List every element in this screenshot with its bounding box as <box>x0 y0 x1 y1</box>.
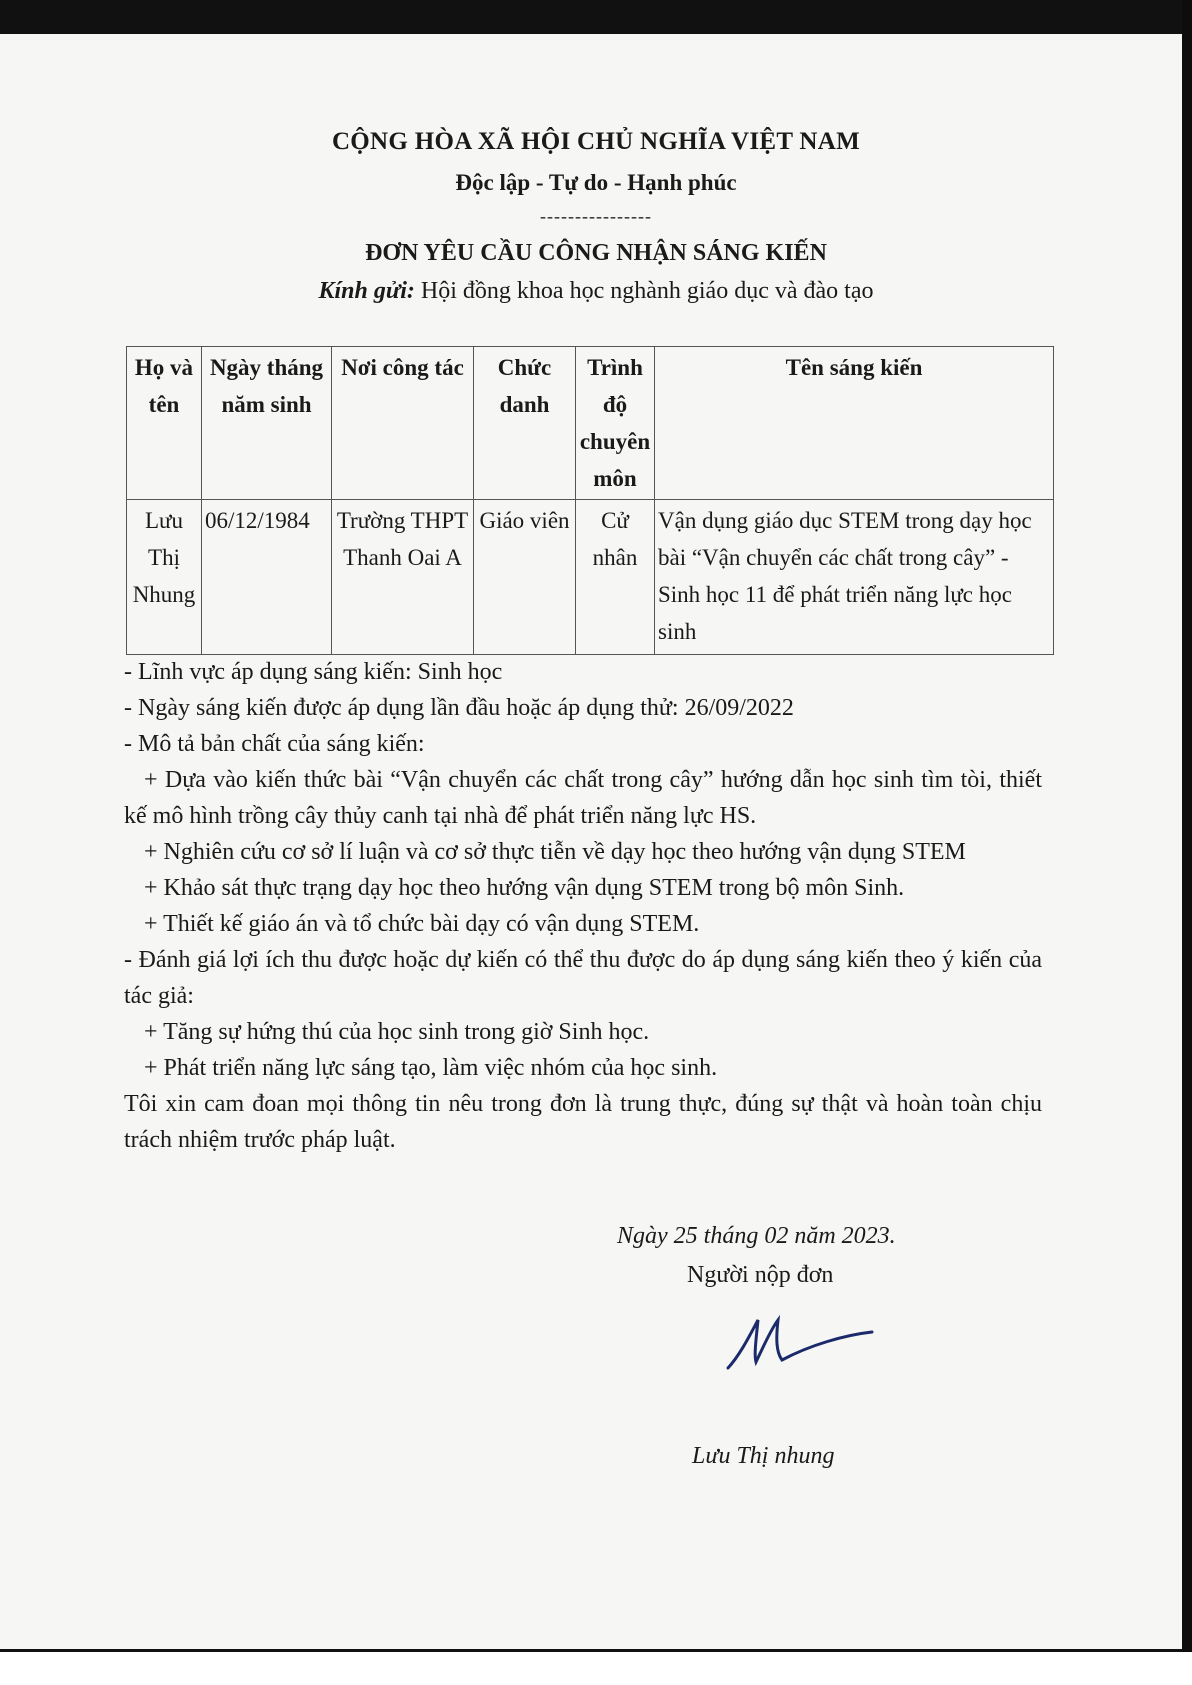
description-item: + Khảo sát thực trạng dạy học theo hướng vận dụng STEM trong bộ môn Sinh. <box>144 875 905 901</box>
benefit-item: + Tăng sự hứng thú của học sinh trong giờ Sinh học. <box>144 1019 650 1045</box>
applicant-label: Người nộp đơn <box>687 1262 834 1288</box>
header-qualification: Trình độ chuyên môn <box>576 347 655 500</box>
nation-heading: CỘNG HÒA XÃ HỘI CHỦ NGHĨA VIỆT NAM <box>331 128 861 155</box>
benefit-label: - Đánh giá lợi ích thu được hoặc dự kiến có thể thu được do áp dụng sáng kiến theo ý kiến của tác giả: <box>124 947 1042 1009</box>
header-dob: Ngày tháng năm sinh <box>202 347 332 500</box>
signer-name: Lưu Thị nhung <box>692 1443 835 1469</box>
header-position: Chức danh <box>474 347 576 500</box>
motto-heading: Độc lập - Tự do - Hạnh phúc <box>455 170 737 195</box>
table-header-row <box>127 347 1054 500</box>
description-item: + Dựa vào kiến thức bài “Vận chuyển các chất trong cây” hướng dẫn học sinh tìm tòi, thiết kế mô hình trồng cây thủy canh tại nhà để phát triển năng lực HS. <box>124 767 1042 829</box>
document-title: ĐƠN YÊU CẦU CÔNG NHẬN SÁNG KIẾN <box>365 240 827 266</box>
header-name: Họ và tên <box>127 347 202 500</box>
description-item: + Nghiên cứu cơ sở lí luận và cơ sở thực tiễn về dạy học theo hướng vận dụng STEM <box>144 839 966 865</box>
first-applied-line: - Ngày sáng kiến được áp dụng lần đầu hoặc áp dụng thử: 26/09/2022 <box>124 695 794 721</box>
recipient-label: Kính gửi: <box>318 278 415 304</box>
benefit-item: + Phát triển năng lực sáng tạo, làm việc nhóm của học sinh. <box>144 1055 718 1081</box>
applicant-table <box>126 346 1054 655</box>
header-initiative-name: Tên sáng kiến <box>655 347 1054 500</box>
cell-workplace: Trường THPT Thanh Oai A <box>332 500 474 655</box>
table-row <box>127 500 1054 655</box>
recipient-name: Hội đồng khoa học nghành giáo dục và đào tạo <box>420 278 874 304</box>
cell-position: Giáo viên <box>474 500 576 655</box>
cell-name: Lưu Thị Nhung <box>127 500 202 655</box>
document-body <box>124 654 1042 1158</box>
description-item: + Thiết kế giáo án và tổ chức bài dạy có vận dụng STEM. <box>144 911 700 937</box>
recipient-line <box>0 278 1192 305</box>
description-label: - Mô tả bản chất của sáng kiến: <box>124 731 425 757</box>
field-line: - Lĩnh vực áp dụng sáng kiến: Sinh học <box>124 659 503 685</box>
cell-qualification: Cử nhân <box>576 500 655 655</box>
cell-dob: 06/12/1984 <box>202 500 332 655</box>
scan-margin <box>0 1652 1192 1685</box>
header-workplace: Nơi công tác <box>332 347 474 500</box>
cell-initiative-name: Vận dụng giáo dục STEM trong dạy học bài “Vận chuyển các chất trong cây” - Sinh học 11 để phát triển năng lực học sinh <box>655 500 1054 655</box>
signing-date: Ngày 25 tháng 02 năm 2023. <box>617 1223 896 1249</box>
commitment-text: Tôi xin cam đoan mọi thông tin nêu trong đơn là trung thực, đúng sự thật và hoàn toàn chịu trách nhiệm trước pháp luật. <box>124 1091 1042 1153</box>
divider-line: ---------------- <box>540 206 652 226</box>
signature-image <box>720 1300 880 1380</box>
